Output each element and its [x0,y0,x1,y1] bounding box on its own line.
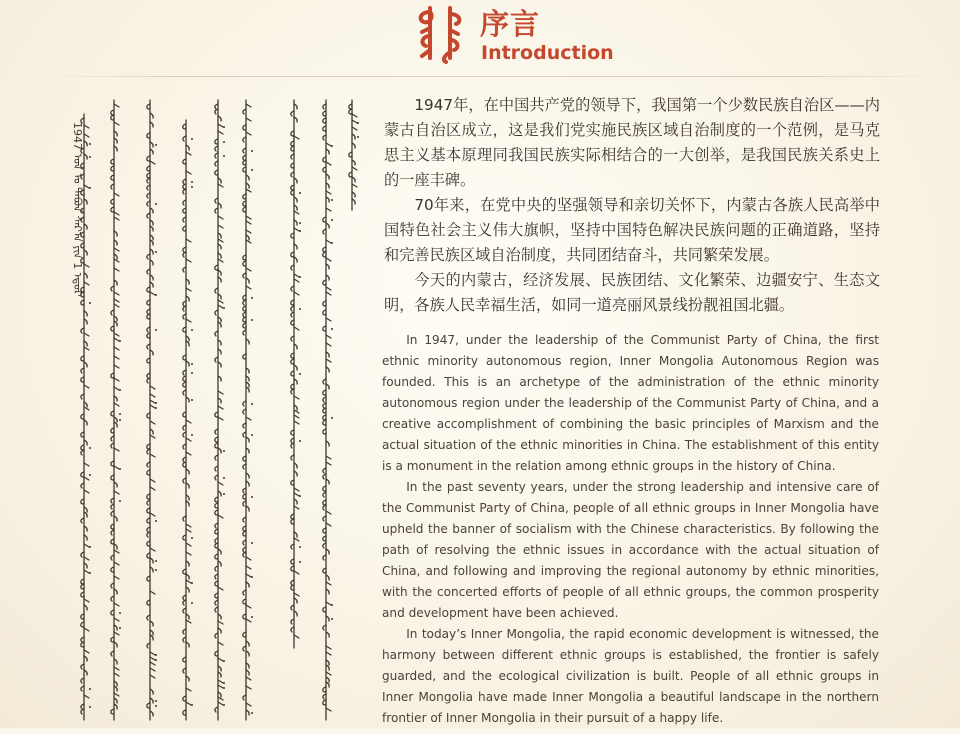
mongolian-script-column [111,100,121,720]
mongolian-script-text-icon [70,94,370,734]
chinese-paragraph-3: 今天的内蒙古，经济发展、民族团结、文化繁荣、边疆安宁、生态文明，各族人民幸福生活，如同一道亮丽风景线扮靓祖国北疆。 [384,271,880,314]
page-title-english: Introduction [481,42,614,64]
mongolian-script-title-icon [410,2,472,64]
chinese-paragraph-1: 1947年，在中国共产党的领导下，我国第一个少数民族自治区——内蒙古自治区成立，这是我们党实施民族区域自治制度的一个范例，是马克思主义基本原理同我国民族实际相结合的一大创举，是我国民族关系史上的一座丰碑。 [384,96,880,189]
mongolian-script-column [323,100,333,720]
chinese-text-section [384,93,880,318]
english-paragraph-2: In the past seventy years, under the strong leadership and intensive care of the Communist Party of China, people of all ethnic groups in Inner Mongolia have upheld the banner of socialism with the Chinese characteristics. By following the path of resolving the ethnic issues in accordance with the actual situation of China, and following and improving the regional autonomy by ethnic minorities, with the concerted efforts of people of all ethnic groups, the common prosperity and development have been achieved. [382,480,879,620]
mongolian-script-column [215,100,225,720]
page-header [400,2,620,68]
mongolian-script-column [243,100,253,720]
mongolian-date-line: 1947 ᠣᠨ ᠤ ᠲᠠᠪᠤᠨ ᠰᠠᠷ᠎ᠠ ᠶᠢᠨ 1 ᠡᠳᠦᠷ [71,122,84,297]
mongolian-script-column [349,100,359,210]
chinese-paragraph-2: 70年来，在党中央的坚强领导和亲切关怀下，内蒙古各族人民高举中国特色社会主义伟大旗帜，坚持中国特色解决民族问题的正确道路，坚持和完善民族区域自治制度，共同团结奋斗，共同繁荣发展。 [384,196,880,264]
mongolian-script-column [183,120,193,720]
english-paragraph-1: In 1947, under the leadership of the Communist Party of China, the first ethnic minority autonomous region, Inner Mongolia Autonomous Region was founded. This is an archetype of the administration of the ethnic minority autonomous region under the leadership of the Communist Party of China, and a creative accomplishment of combining the basic principles of Marxism and the actual situation of the ethnic minorities in China. The establishment of this entity is a monument in the relation among ethnic groups in the history of China. [382,333,879,473]
mongolian-script-column [147,100,157,720]
header-divider [40,76,940,77]
english-paragraph-3: In today’s Inner Mongolia, the rapid economic development is witnessed, the harmony between different ethnic groups is established, the frontier is safely guarded, and the ecological civilization is built. People of all ethnic groups in Inner Mongolia have made Inner Mongolia a beautiful landscape in the northern frontier of Inner Mongolia in their pursuit of a happy life. [382,627,879,725]
page-title-chinese: 序言 [480,7,541,41]
mongolian-script-column [291,100,301,648]
english-text-section [382,330,879,729]
